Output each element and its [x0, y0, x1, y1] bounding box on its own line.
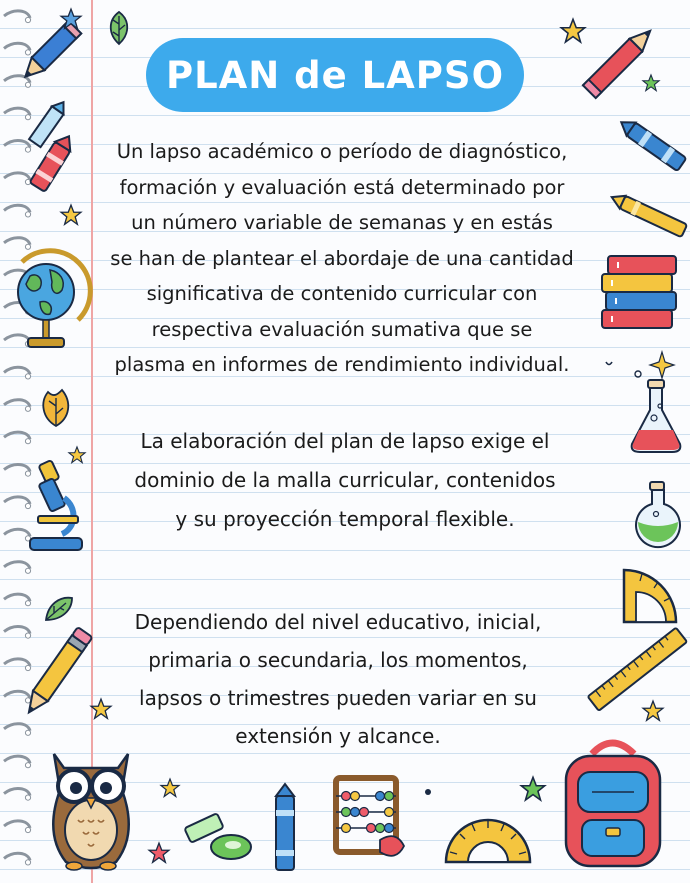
spiral-ring: [4, 594, 30, 601]
paragraph-2: [100, 422, 590, 539]
paragraph-line: formación y evaluación está determinado por: [119, 175, 565, 199]
spiral-hole: [25, 730, 30, 735]
spiral-ring: [4, 238, 30, 245]
leaf-icon: [38, 388, 74, 428]
owl-icon: [36, 734, 146, 874]
spiral-ring: [4, 400, 30, 407]
spiral-ring: [4, 821, 30, 828]
paragraph-line: Un lapso académico o período de diagnóstico,: [116, 140, 568, 163]
star-icon: [90, 698, 112, 720]
paragraph-3: [88, 603, 588, 755]
ruler-icon: [586, 626, 690, 714]
star-icon: [60, 8, 82, 30]
paragraph-1: [92, 134, 592, 383]
microscope-icon: [18, 458, 88, 554]
paragraph-line: respectiva evaluación sumativa que se: [151, 317, 533, 341]
paragraph-line: se han de plantear el abordaje de una cantidad: [110, 246, 574, 270]
pencil-icon: [10, 628, 96, 728]
leaf-icon: [42, 594, 76, 624]
star-icon: [60, 204, 82, 226]
spiral-ring: [4, 205, 30, 212]
crayon-icon: [16, 132, 80, 204]
page-title: PLAN de LAPSO: [165, 53, 505, 97]
star-icon: [642, 700, 664, 722]
eraser-icon: [208, 830, 254, 864]
spiral-hole: [25, 601, 30, 606]
paragraph-line: plasma en informes de rendimiento individual.: [114, 353, 570, 376]
spiral-hole: [25, 860, 30, 865]
star-icon: [160, 778, 180, 798]
spiral-hole: [25, 212, 30, 217]
paragraph-line: La elaboración del plan de lapso exige el: [140, 429, 550, 453]
spiral-hole: [25, 244, 30, 249]
star-icon: [560, 18, 586, 44]
star-icon: [148, 842, 170, 864]
crayon-icon: [272, 782, 298, 874]
globe-icon: [10, 250, 88, 354]
spiral-ring: [4, 367, 30, 374]
books-icon: [598, 250, 682, 334]
paragraph-line: y su proyección temporal flexible.: [175, 507, 515, 531]
spiral-ring: [4, 432, 30, 439]
spiral-ring: [4, 562, 30, 569]
star-icon: [520, 776, 546, 802]
paragraph-line: lapsos o trimestres pueden variar en su: [139, 686, 537, 710]
abacus-icon: [330, 772, 406, 862]
pencil-icon: [578, 6, 670, 108]
flask-icon: [626, 378, 686, 458]
flask-icon: [630, 480, 686, 546]
spiral-hole: [25, 763, 30, 768]
paragraph-line: primaria o secundaria, los momentos,: [148, 648, 528, 672]
backpack-icon: [552, 732, 672, 872]
paragraph-line: significativa de contenido curricular con: [146, 282, 538, 305]
protractor-icon: [620, 566, 686, 626]
spiral-hole: [25, 374, 30, 379]
paragraph-line: un número variable de semanas y en estás: [131, 211, 553, 234]
spiral-hole: [25, 406, 30, 411]
protractor-icon: [440, 796, 536, 870]
paragraph-line: extensión y alcance.: [235, 724, 441, 748]
crayon-icon: [608, 112, 686, 188]
spiral-hole: [25, 439, 30, 444]
star-icon: [642, 74, 660, 92]
paragraph-line: Dependiendo del nivel educativo, inicial,: [134, 610, 542, 634]
spiral-ring: [4, 853, 30, 860]
leaf-icon: [104, 10, 134, 46]
dot-decoration: [424, 788, 432, 796]
spiral-hole: [25, 827, 30, 832]
crayon-icon: [606, 188, 690, 240]
spiral-ring: [4, 756, 30, 763]
spiral-hole: [25, 795, 30, 800]
title-banner: [146, 38, 524, 112]
paragraph-line: dominio de la malla curricular, contenidos: [134, 468, 556, 492]
spiral-hole: [25, 568, 30, 573]
spiral-ring: [4, 789, 30, 796]
